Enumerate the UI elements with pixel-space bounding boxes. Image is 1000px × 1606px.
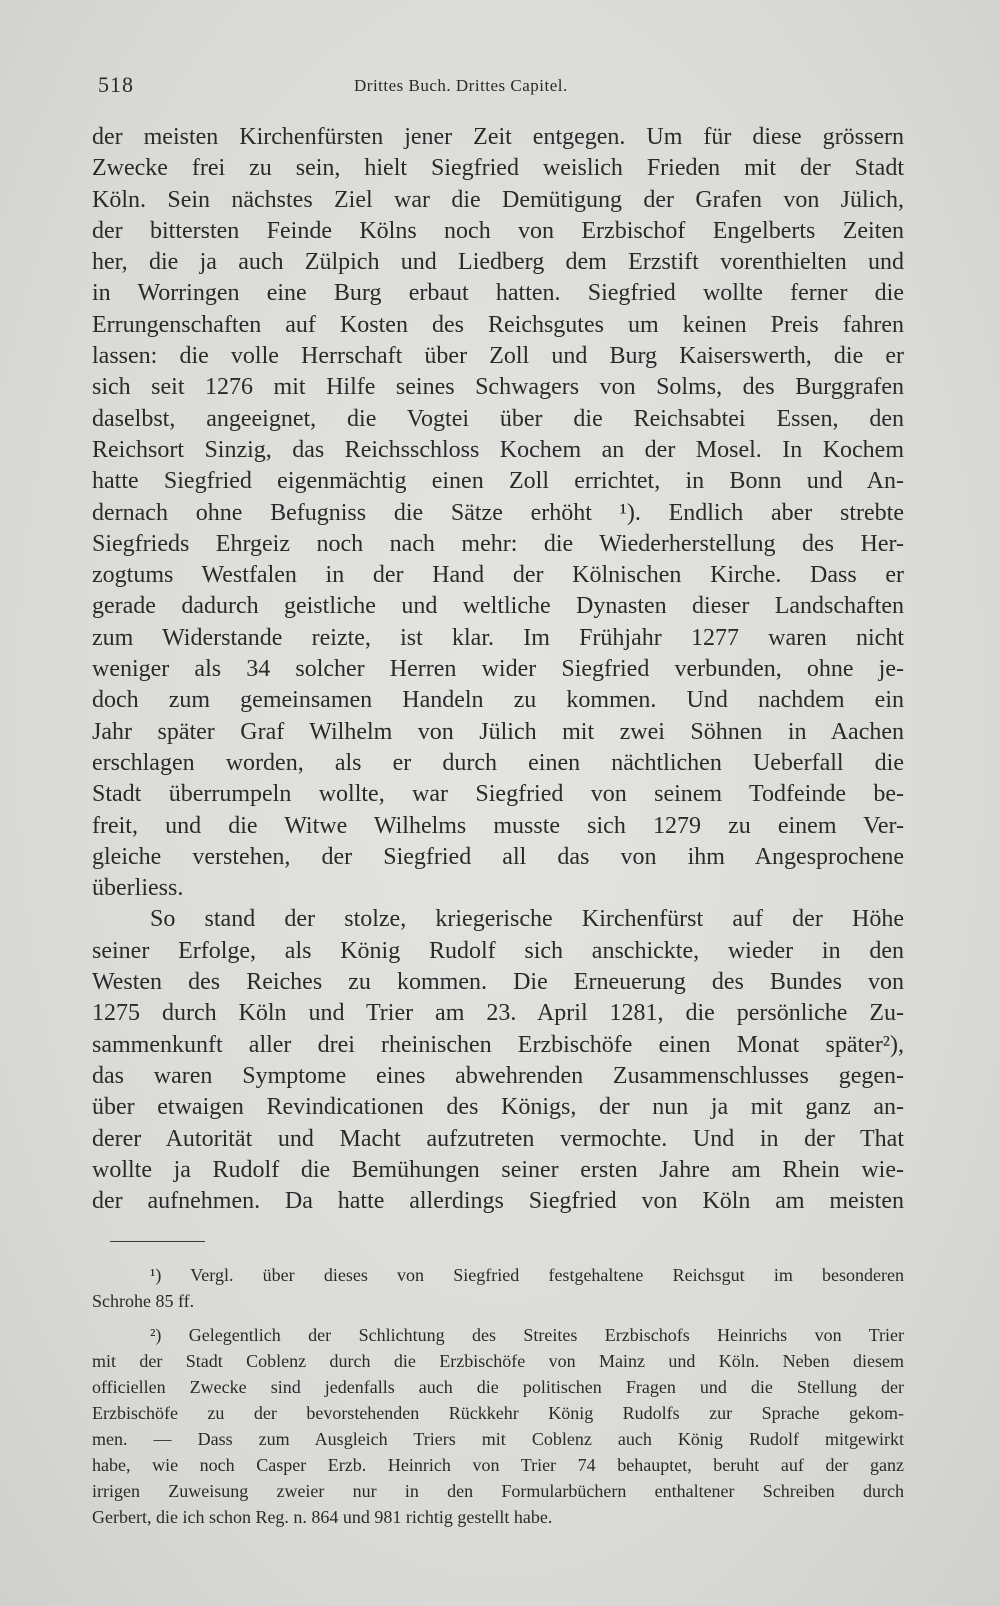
text-line: dernach ohne Befugniss die Sätze erhöht ¹). Endlich aber strebte [92,499,904,526]
paragraph-start-line: So stand der stolze, kriegerische Kirchenfürst auf der Höhe [150,906,904,933]
text-line: über etwaigen Revindicationen des Königs, der nun ja mit ganz an- [92,1094,904,1121]
text-line: gerade dadurch geistliche und weltliche Dynasten dieser Landschaften [92,593,904,620]
text-line: Reichsort Sinzig, das Reichsschloss Kochem an der Mosel. In Kochem [92,436,904,463]
footnote-2-line: Erzbischöfe zu der bevorstehenden Rückkehr König Rudolfs zur Sprache gekom- [92,1403,904,1423]
footnote-1-line: Schrohe 85 ff. [92,1291,195,1311]
text-line: Siegfrieds Ehrgeiz noch nach mehr: die Wiederherstellung des Her- [92,530,904,557]
footnote-2-line: men. — Dass zum Ausgleich Triers mit Coblenz auch König Rudolf mitgewirkt [92,1429,904,1449]
text-line: hatte Siegfried eigenmächtig einen Zoll errichtet, in Bonn und An- [92,468,904,495]
text-line: her, die ja auch Zülpich und Liedberg dem Erzstift vorenthielten und [92,249,904,276]
text-line: Zwecke frei zu sein, hielt Siegfried weislich Frieden mit der Stadt [92,155,904,182]
text-line: derer Autorität und Macht aufzutreten vermochte. Und in der That [92,1125,904,1152]
text-line: zogtums Westfalen in der Hand der Kölnischen Kirche. Dass er [92,562,904,589]
text-line: in Worringen eine Burg erbaut hatten. Siegfried wollte ferner die [92,280,904,307]
text-line: seiner Erfolge, als König Rudolf sich anschickte, wieder in den [92,937,904,964]
text-line: lassen: die volle Herrschaft über Zoll und Burg Kaiserswerth, die er [92,343,904,370]
text-line: 1275 durch Köln und Trier am 23. April 1281, die persönliche Zu- [92,1000,904,1027]
body-text [92,122,904,1217]
text-line: weniger als 34 solcher Herren wider Siegfried verbunden, ohne je- [92,656,904,683]
footnote-2-line: ²) Gelegentlich der Schlichtung des Streites Erzbischofs Heinrichs von Trier [150,1325,904,1345]
text-line: Köln. Sein nächstes Ziel war die Demütigung der Grafen von Jülich, [92,186,904,213]
text-line: erschlagen worden, als er durch einen nächtlichen Ueberfall die [92,749,904,776]
text-line: überliess. [92,875,184,902]
text-line: Stadt überrumpeln wollte, war Siegfried von seinem Todfeinde be- [92,781,904,808]
text-line: sich seit 1276 mit Hilfe seines Schwagers von Solms, des Burggrafen [92,374,904,401]
footnote-1-line: ¹) Vergl. über dieses von Siegfried festgehaltene Reichsgut im besonderen [150,1265,904,1285]
footnotes [92,1262,904,1530]
text-line: wollte ja Rudolf die Bemühungen seiner ersten Jahre am Rhein wie- [92,1156,904,1183]
footnote-2-line: irrigen Zuweisung zweier nur in den Formularbüchern enthaltener Schreiben durch [92,1481,904,1501]
text-line: der aufnehmen. Da hatte allerdings Siegfried von Köln am meisten [92,1188,904,1215]
text-line: das waren Symptome eines abwehrenden Zusammenschlusses gegen- [92,1062,904,1089]
text-line: freit, und die Witwe Wilhelms musste sich 1279 zu einem Ver- [92,812,904,839]
footnote-2-line: officiellen Zwecke sind jedenfalls auch die politischen Fragen und die Stellung der [92,1377,904,1397]
running-head: Drittes Buch. Drittes Capitel. [354,76,568,95]
text-line: der bittersten Feinde Kölns noch von Erzbischof Engelberts Zeiten [92,217,904,244]
page-number: 518 [98,72,134,97]
footnote-separator [110,1241,205,1242]
text-line: Jahr später Graf Wilhelm von Jülich mit zwei Söhnen in Aachen [92,718,904,745]
text-line: zum Widerstande reizte, ist klar. Im Frühjahr 1277 waren nicht [92,624,904,651]
text-line: daselbst, angeeignet, die Vogtei über die Reichsabtei Essen, den [92,405,904,432]
text-line: Westen des Reiches zu kommen. Die Erneuerung des Bundes von [92,969,904,996]
text-line: gleiche verstehen, der Siegfried all das von ihm Angesprochene [92,843,904,870]
footnote-2-line: mit der Stadt Coblenz durch die Erzbischöfe von Mainz und Köln. Neben diesem [92,1351,904,1371]
text-line: Errungenschaften auf Kosten des Reichsgutes um keinen Preis fahren [92,311,904,338]
footnote-2-line: Gerbert, die ich schon Reg. n. 864 und 981 richtig gestellt habe. [92,1507,553,1527]
footnote-2-line: habe, wie noch Casper Erzb. Heinrich von Trier 74 behauptet, beruht auf der ganz [92,1455,904,1475]
text-line: doch zum gemeinsamen Handeln zu kommen. Und nachdem ein [92,687,904,714]
page-header [98,72,888,102]
text-line: sammenkunft aller drei rheinischen Erzbischöfe einen Monat später²), [92,1031,904,1058]
text-line: der meisten Kirchenfürsten jener Zeit entgegen. Um für diese grössern [92,124,904,150]
